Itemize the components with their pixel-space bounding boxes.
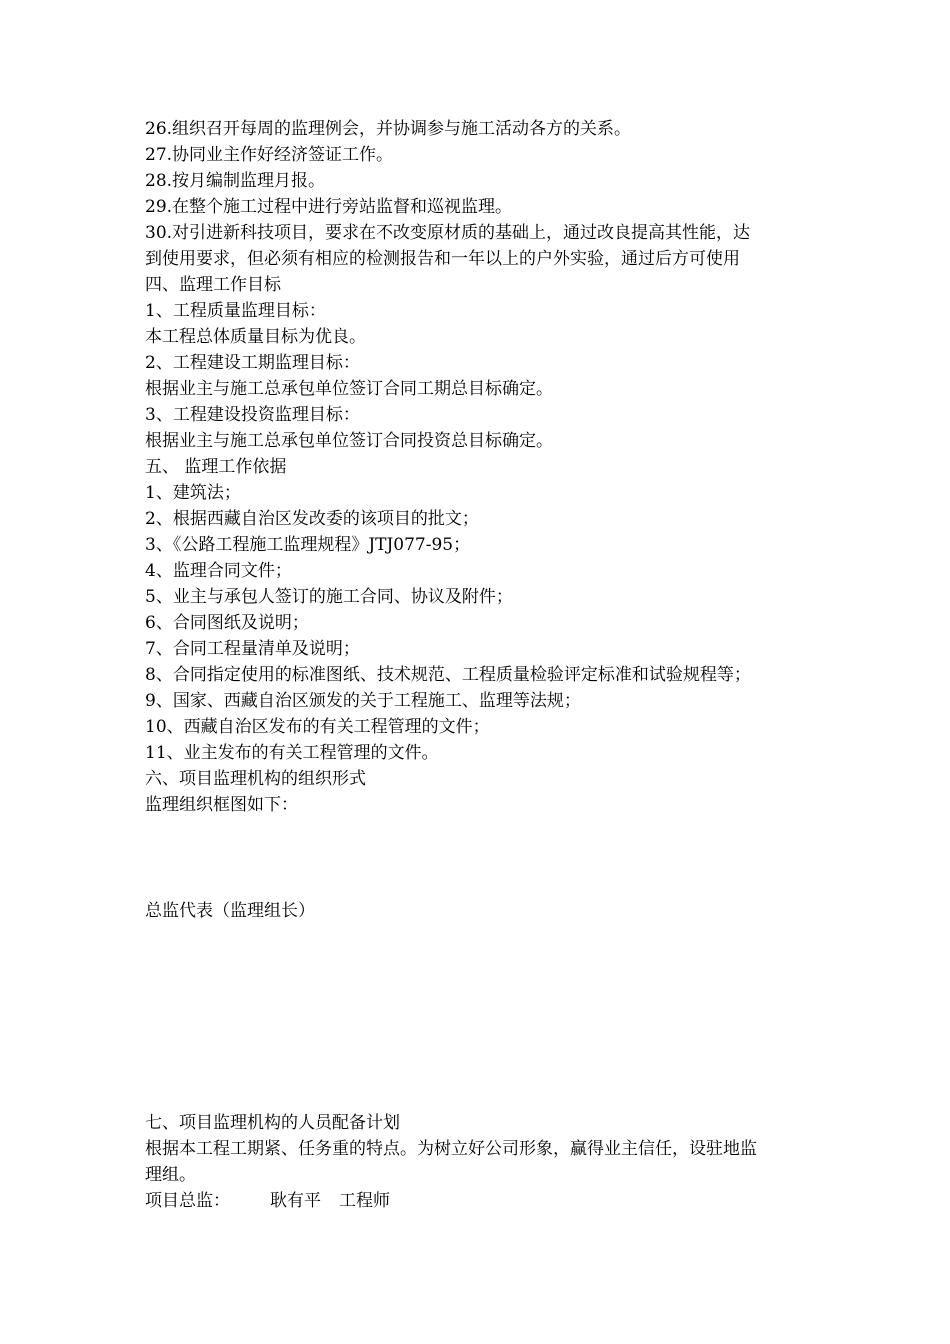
basis-item-9: 9、国家、西藏自治区颁发的关于工程施工、监理等法规； [145, 691, 581, 711]
goal-quality-heading: 1、工程质量监理目标： [145, 301, 326, 321]
list-item-26: 26.组织召开每周的监理例会，并协调参与施工活动各方的关系。 [145, 119, 632, 139]
basis-item-8: 8、合同指定使用的标准图纸、技术规范、工程质量检验评定标准和试验规程等； [145, 665, 751, 685]
basis-item-5: 5、业主与承包人签订的施工合同、协议及附件； [145, 587, 513, 607]
basis-item-4: 4、监理合同文件； [145, 561, 292, 581]
section-heading-organization: 六、项目监理机构的组织形式 [145, 769, 366, 789]
project-director-name: 耿有平 [270, 1191, 321, 1211]
basis-item-2: 2、根据西藏自治区发改委的该项目的批文； [145, 509, 479, 529]
org-chart-intro: 监理组织框图如下： [145, 795, 298, 815]
basis-item-11: 11、业主发布的有关工程管理的文件。 [145, 743, 439, 763]
section-heading-goals: 四、监理工作目标 [145, 275, 281, 295]
org-chart-label: 总监代表（监理组长） [145, 901, 315, 921]
project-director-title: 工程师 [339, 1191, 390, 1211]
project-director-row [145, 1188, 810, 1214]
basis-item-10: 10、西藏自治区发布的有关工程管理的文件； [145, 717, 490, 737]
basis-item-7: 7、合同工程量清单及说明； [145, 639, 360, 659]
basis-item-3: 3、《公路工程施工监理规程》JTJ077-95； [145, 535, 471, 555]
list-item-30-line1: 30.对引进新科技项目，要求在不改变原材质的基础上，通过改良提高其性能，达 [145, 223, 751, 243]
goal-schedule-text: 根据业主与施工总承包单位签订合同工期总目标确定。 [145, 379, 553, 399]
list-item-29: 29.在整个施工过程中进行旁站监督和巡视监理。 [145, 197, 513, 217]
basis-item-1: 1、建筑法； [145, 483, 241, 503]
goal-schedule-heading: 2、工程建设工期监理目标： [145, 353, 360, 373]
basis-item-6: 6、合同图纸及说明； [145, 613, 309, 633]
goal-quality-text: 本工程总体质量目标为优良。 [145, 327, 366, 347]
section-heading-basis: 五、 监理工作依据 [145, 457, 287, 477]
goal-investment-text: 根据业主与施工总承包单位签订合同投资总目标确定。 [145, 431, 553, 451]
goal-investment-heading: 3、工程建设投资监理目标： [145, 405, 360, 425]
project-director-label: 项目总监： [145, 1191, 230, 1211]
section-heading-staffing: 七、项目监理机构的人员配备计划 [145, 1113, 400, 1133]
staffing-text-line2: 理组。 [145, 1165, 196, 1185]
list-item-30-line2: 到使用要求，但必须有相应的检测报告和一年以上的户外实验，通过后方可使用 [145, 249, 740, 269]
staffing-text-line1: 根据本工程工期紧、任务重的特点。为树立好公司形象，赢得业主信任，设驻地监 [145, 1139, 757, 1159]
list-item-27: 27.协同业主作好经济签证工作。 [145, 145, 394, 165]
list-item-28: 28.按月编制监理月报。 [145, 171, 326, 191]
